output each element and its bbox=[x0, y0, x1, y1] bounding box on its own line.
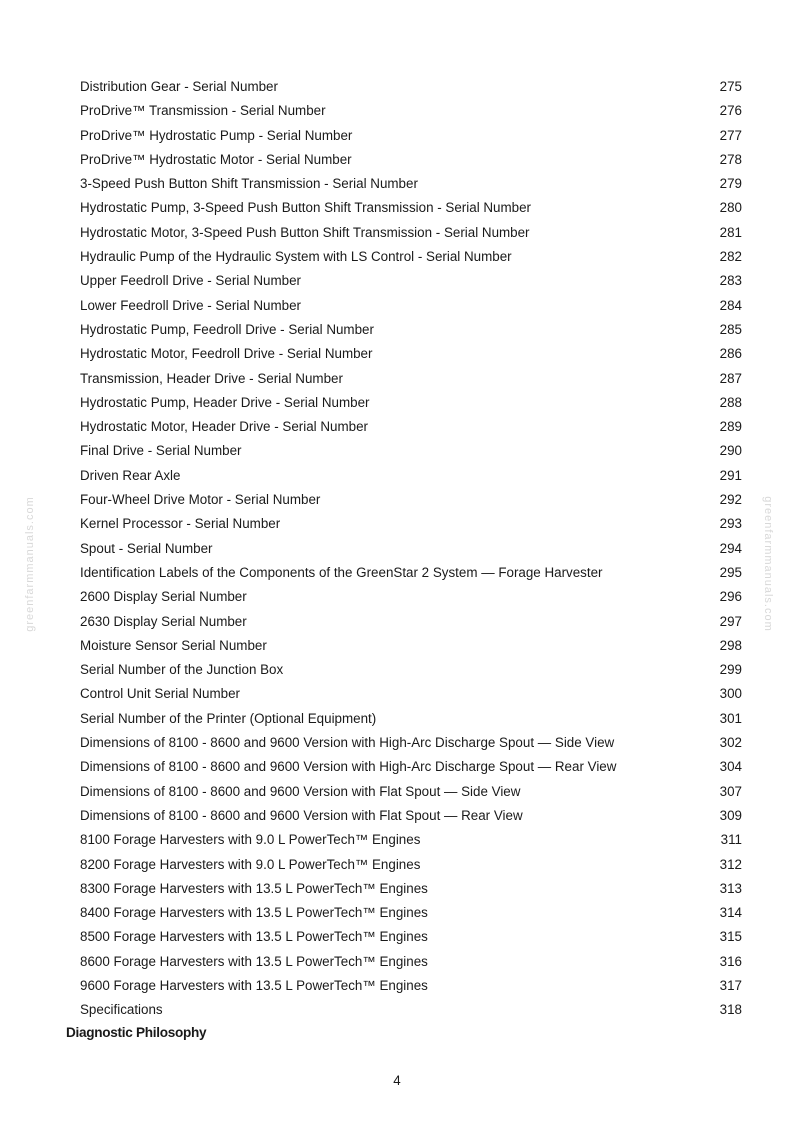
toc-entry-page[interactable]: 289 bbox=[719, 419, 742, 435]
toc-entry-page[interactable]: 282 bbox=[719, 249, 742, 265]
toc-entry-page[interactable]: 314 bbox=[719, 905, 742, 921]
toc-entry[interactable] bbox=[0, 828, 794, 852]
toc-entry[interactable] bbox=[0, 707, 794, 731]
toc-entry-page[interactable]: 298 bbox=[719, 637, 742, 653]
toc-entry-title[interactable]: Hydrostatic Pump, Header Drive - Serial Number bbox=[80, 394, 370, 410]
toc-entry[interactable] bbox=[0, 877, 794, 901]
watermark-left: greenfarmmanuals.com bbox=[24, 496, 36, 632]
toc-entry-title[interactable]: Dimensions of 8100 - 8600 and 9600 Version with Flat Spout — Rear View bbox=[80, 807, 523, 823]
toc-entry-page[interactable]: 316 bbox=[719, 953, 742, 969]
toc-entry-page[interactable]: 280 bbox=[719, 200, 742, 216]
toc-entry-page[interactable]: 275 bbox=[719, 79, 742, 94]
toc-entry-page[interactable]: 299 bbox=[719, 662, 742, 678]
toc-entry[interactable] bbox=[0, 245, 794, 269]
toc-entry-title[interactable]: 3-Speed Push Button Shift Transmission - Serial Number bbox=[80, 176, 418, 192]
toc-entry[interactable] bbox=[0, 488, 794, 512]
toc-entry[interactable] bbox=[0, 269, 794, 293]
toc-entry-page[interactable]: 318 bbox=[719, 1002, 742, 1018]
watermark-right: greenfarmmanuals.com bbox=[762, 496, 774, 632]
toc-entry-page[interactable]: 291 bbox=[719, 467, 742, 483]
toc-entry[interactable] bbox=[0, 415, 794, 439]
toc-entry-title[interactable]: Identification Labels of the Components of the GreenStar 2 System — Forage Harvester bbox=[80, 564, 603, 580]
toc-entry-page[interactable]: 286 bbox=[719, 346, 742, 362]
toc-entry-title[interactable]: 8100 Forage Harvesters with 9.0 L PowerTech™ Engines bbox=[80, 832, 421, 848]
toc-entry-title[interactable]: Distribution Gear - Serial Number bbox=[80, 79, 278, 94]
toc-entry-title[interactable]: Hydrostatic Motor, 3-Speed Push Button Shift Transmission - Serial Number bbox=[80, 224, 530, 240]
toc-entry-title[interactable]: Dimensions of 8100 - 8600 and 9600 Version with High-Arc Discharge Spout — Rear View bbox=[80, 759, 617, 775]
toc-entry[interactable] bbox=[0, 731, 794, 755]
toc-entry-page[interactable]: 277 bbox=[719, 127, 742, 143]
toc-entry[interactable] bbox=[0, 367, 794, 391]
toc-entry[interactable] bbox=[0, 99, 794, 123]
toc-entry-title[interactable]: Hydrostatic Pump, 3-Speed Push Button Shift Transmission - Serial Number bbox=[80, 200, 532, 216]
toc-entry-page[interactable]: 279 bbox=[719, 176, 742, 192]
toc-entry-title[interactable]: ProDrive™ Hydrostatic Motor - Serial Number bbox=[80, 151, 352, 167]
toc-entry-title[interactable]: 2630 Display Serial Number bbox=[80, 613, 247, 629]
section-heading: Diagnostic Philosophy bbox=[66, 1025, 207, 1040]
toc-entry-page[interactable]: 276 bbox=[719, 103, 742, 119]
toc-entry-title[interactable]: Hydrostatic Motor, Header Drive - Serial Number bbox=[80, 419, 368, 435]
toc-entry-page[interactable]: 284 bbox=[719, 297, 742, 313]
toc-entry-page[interactable]: 312 bbox=[719, 856, 742, 872]
toc-entry-title[interactable]: Serial Number of the Printer (Optional Equipment) bbox=[80, 710, 377, 726]
toc-entry-page[interactable]: 285 bbox=[719, 321, 742, 337]
toc-entry[interactable] bbox=[0, 221, 794, 245]
toc-entry-title[interactable]: Control Unit Serial Number bbox=[80, 686, 241, 702]
toc-entry-title[interactable]: Spout - Serial Number bbox=[80, 540, 213, 556]
toc-entry-title[interactable]: Hydraulic Pump of the Hydraulic System with LS Control - Serial Number bbox=[80, 249, 512, 265]
toc-entry-page[interactable]: 301 bbox=[719, 710, 742, 726]
toc-entry-page[interactable]: 300 bbox=[719, 686, 742, 702]
toc-entry-page[interactable]: 278 bbox=[719, 151, 742, 167]
toc-entry[interactable] bbox=[0, 294, 794, 318]
toc-entry-title[interactable]: ProDrive™ Hydrostatic Pump - Serial Number bbox=[80, 127, 353, 143]
toc-entry[interactable] bbox=[0, 853, 794, 877]
toc-entry-page[interactable]: 315 bbox=[719, 929, 742, 945]
toc-entry[interactable] bbox=[0, 804, 794, 828]
toc-entry-page[interactable]: 297 bbox=[719, 613, 742, 629]
toc-entry-title[interactable]: Upper Feedroll Drive - Serial Number bbox=[80, 273, 302, 289]
toc-entry[interactable] bbox=[0, 950, 794, 974]
toc-entry[interactable] bbox=[0, 780, 794, 804]
toc-entry[interactable] bbox=[0, 318, 794, 342]
table-of-contents bbox=[0, 75, 794, 1023]
toc-entry[interactable] bbox=[0, 148, 794, 172]
toc-entry-page[interactable]: 311 bbox=[720, 832, 742, 848]
toc-entry-page[interactable]: 304 bbox=[719, 759, 742, 775]
toc-entry[interactable] bbox=[0, 610, 794, 634]
toc-entry-title[interactable]: 8400 Forage Harvesters with 13.5 L PowerTech™ Engines bbox=[80, 905, 428, 921]
toc-entry-title[interactable]: 8600 Forage Harvesters with 13.5 L PowerTech™ Engines bbox=[80, 953, 428, 969]
toc-entry-title[interactable]: Dimensions of 8100 - 8600 and 9600 Version with High-Arc Discharge Spout — Side View bbox=[80, 735, 615, 751]
toc-entry[interactable] bbox=[0, 634, 794, 658]
toc-entry[interactable] bbox=[0, 172, 794, 196]
toc-entry[interactable] bbox=[0, 512, 794, 536]
toc-entry[interactable] bbox=[0, 901, 794, 925]
toc-entry-page[interactable]: 292 bbox=[719, 492, 742, 508]
toc-entry-title[interactable]: Hydrostatic Motor, Feedroll Drive - Serial Number bbox=[80, 346, 373, 362]
toc-entry[interactable] bbox=[0, 974, 794, 998]
toc-entry-title[interactable]: 9600 Forage Harvesters with 13.5 L PowerTech™ Engines bbox=[80, 977, 428, 993]
toc-entry-title[interactable]: ProDrive™ Transmission - Serial Number bbox=[80, 103, 326, 119]
toc-entry[interactable] bbox=[0, 391, 794, 415]
toc-entry[interactable] bbox=[0, 925, 794, 949]
toc-entry[interactable] bbox=[0, 755, 794, 779]
toc-entry-page[interactable]: 309 bbox=[719, 807, 742, 823]
toc-entry[interactable] bbox=[0, 998, 794, 1022]
toc-entry-title[interactable]: 8300 Forage Harvesters with 13.5 L PowerTech™ Engines bbox=[80, 880, 428, 896]
toc-entry[interactable] bbox=[0, 196, 794, 220]
toc-entry-page[interactable]: 281 bbox=[719, 224, 742, 240]
toc-entry-title[interactable]: Serial Number of the Junction Box bbox=[80, 662, 284, 678]
toc-entry-title[interactable]: Four-Wheel Drive Motor - Serial Number bbox=[80, 492, 321, 508]
toc-entry-title[interactable]: Kernel Processor - Serial Number bbox=[80, 516, 281, 532]
toc-entry-title[interactable]: Final Drive - Serial Number bbox=[80, 443, 242, 459]
toc-entry[interactable] bbox=[0, 561, 794, 585]
toc-entry-page[interactable]: 287 bbox=[719, 370, 742, 386]
toc-entry-title[interactable]: 8500 Forage Harvesters with 13.5 L PowerTech™ Engines bbox=[80, 929, 428, 945]
toc-entry-page[interactable]: 307 bbox=[719, 783, 742, 799]
toc-entry-title[interactable]: 2600 Display Serial Number bbox=[80, 589, 247, 605]
toc-entry[interactable] bbox=[0, 585, 794, 609]
toc-entry-page[interactable]: 296 bbox=[719, 589, 742, 605]
toc-entry-title[interactable]: Lower Feedroll Drive - Serial Number bbox=[80, 297, 302, 313]
toc-entry[interactable] bbox=[0, 124, 794, 148]
toc-entry-page[interactable]: 290 bbox=[719, 443, 742, 459]
page-number: 4 bbox=[393, 1073, 401, 1088]
toc-entry-page[interactable]: 288 bbox=[719, 394, 742, 410]
toc-entry[interactable] bbox=[0, 439, 794, 463]
toc-entry[interactable] bbox=[0, 464, 794, 488]
toc-entry-title[interactable]: Driven Rear Axle bbox=[80, 467, 181, 483]
toc-entry-page[interactable]: 293 bbox=[719, 516, 742, 532]
toc-entry-title[interactable]: Dimensions of 8100 - 8600 and 9600 Version with Flat Spout — Side View bbox=[80, 783, 521, 799]
toc-entry-title[interactable]: Transmission, Header Drive - Serial Number bbox=[80, 370, 343, 386]
toc-entry-page[interactable]: 295 bbox=[719, 564, 742, 580]
toc-entry-title[interactable]: 8200 Forage Harvesters with 9.0 L PowerTech™ Engines bbox=[80, 856, 421, 872]
toc-entry-title[interactable]: Moisture Sensor Serial Number bbox=[80, 637, 267, 653]
toc-entry-page[interactable]: 283 bbox=[719, 273, 742, 289]
toc-entry-page[interactable]: 317 bbox=[719, 977, 742, 993]
toc-entry[interactable] bbox=[0, 75, 794, 99]
toc-entry[interactable] bbox=[0, 682, 794, 706]
toc-entry-page[interactable]: 313 bbox=[719, 880, 742, 896]
toc-entry-title[interactable]: Specifications bbox=[80, 1002, 163, 1018]
toc-entry-page[interactable]: 294 bbox=[719, 540, 742, 556]
toc-entry[interactable] bbox=[0, 342, 794, 366]
toc-entry-page[interactable]: 302 bbox=[719, 735, 742, 751]
toc-entry[interactable] bbox=[0, 658, 794, 682]
toc-entry[interactable] bbox=[0, 537, 794, 561]
toc-entry-title[interactable]: Hydrostatic Pump, Feedroll Drive - Serial Number bbox=[80, 321, 374, 337]
